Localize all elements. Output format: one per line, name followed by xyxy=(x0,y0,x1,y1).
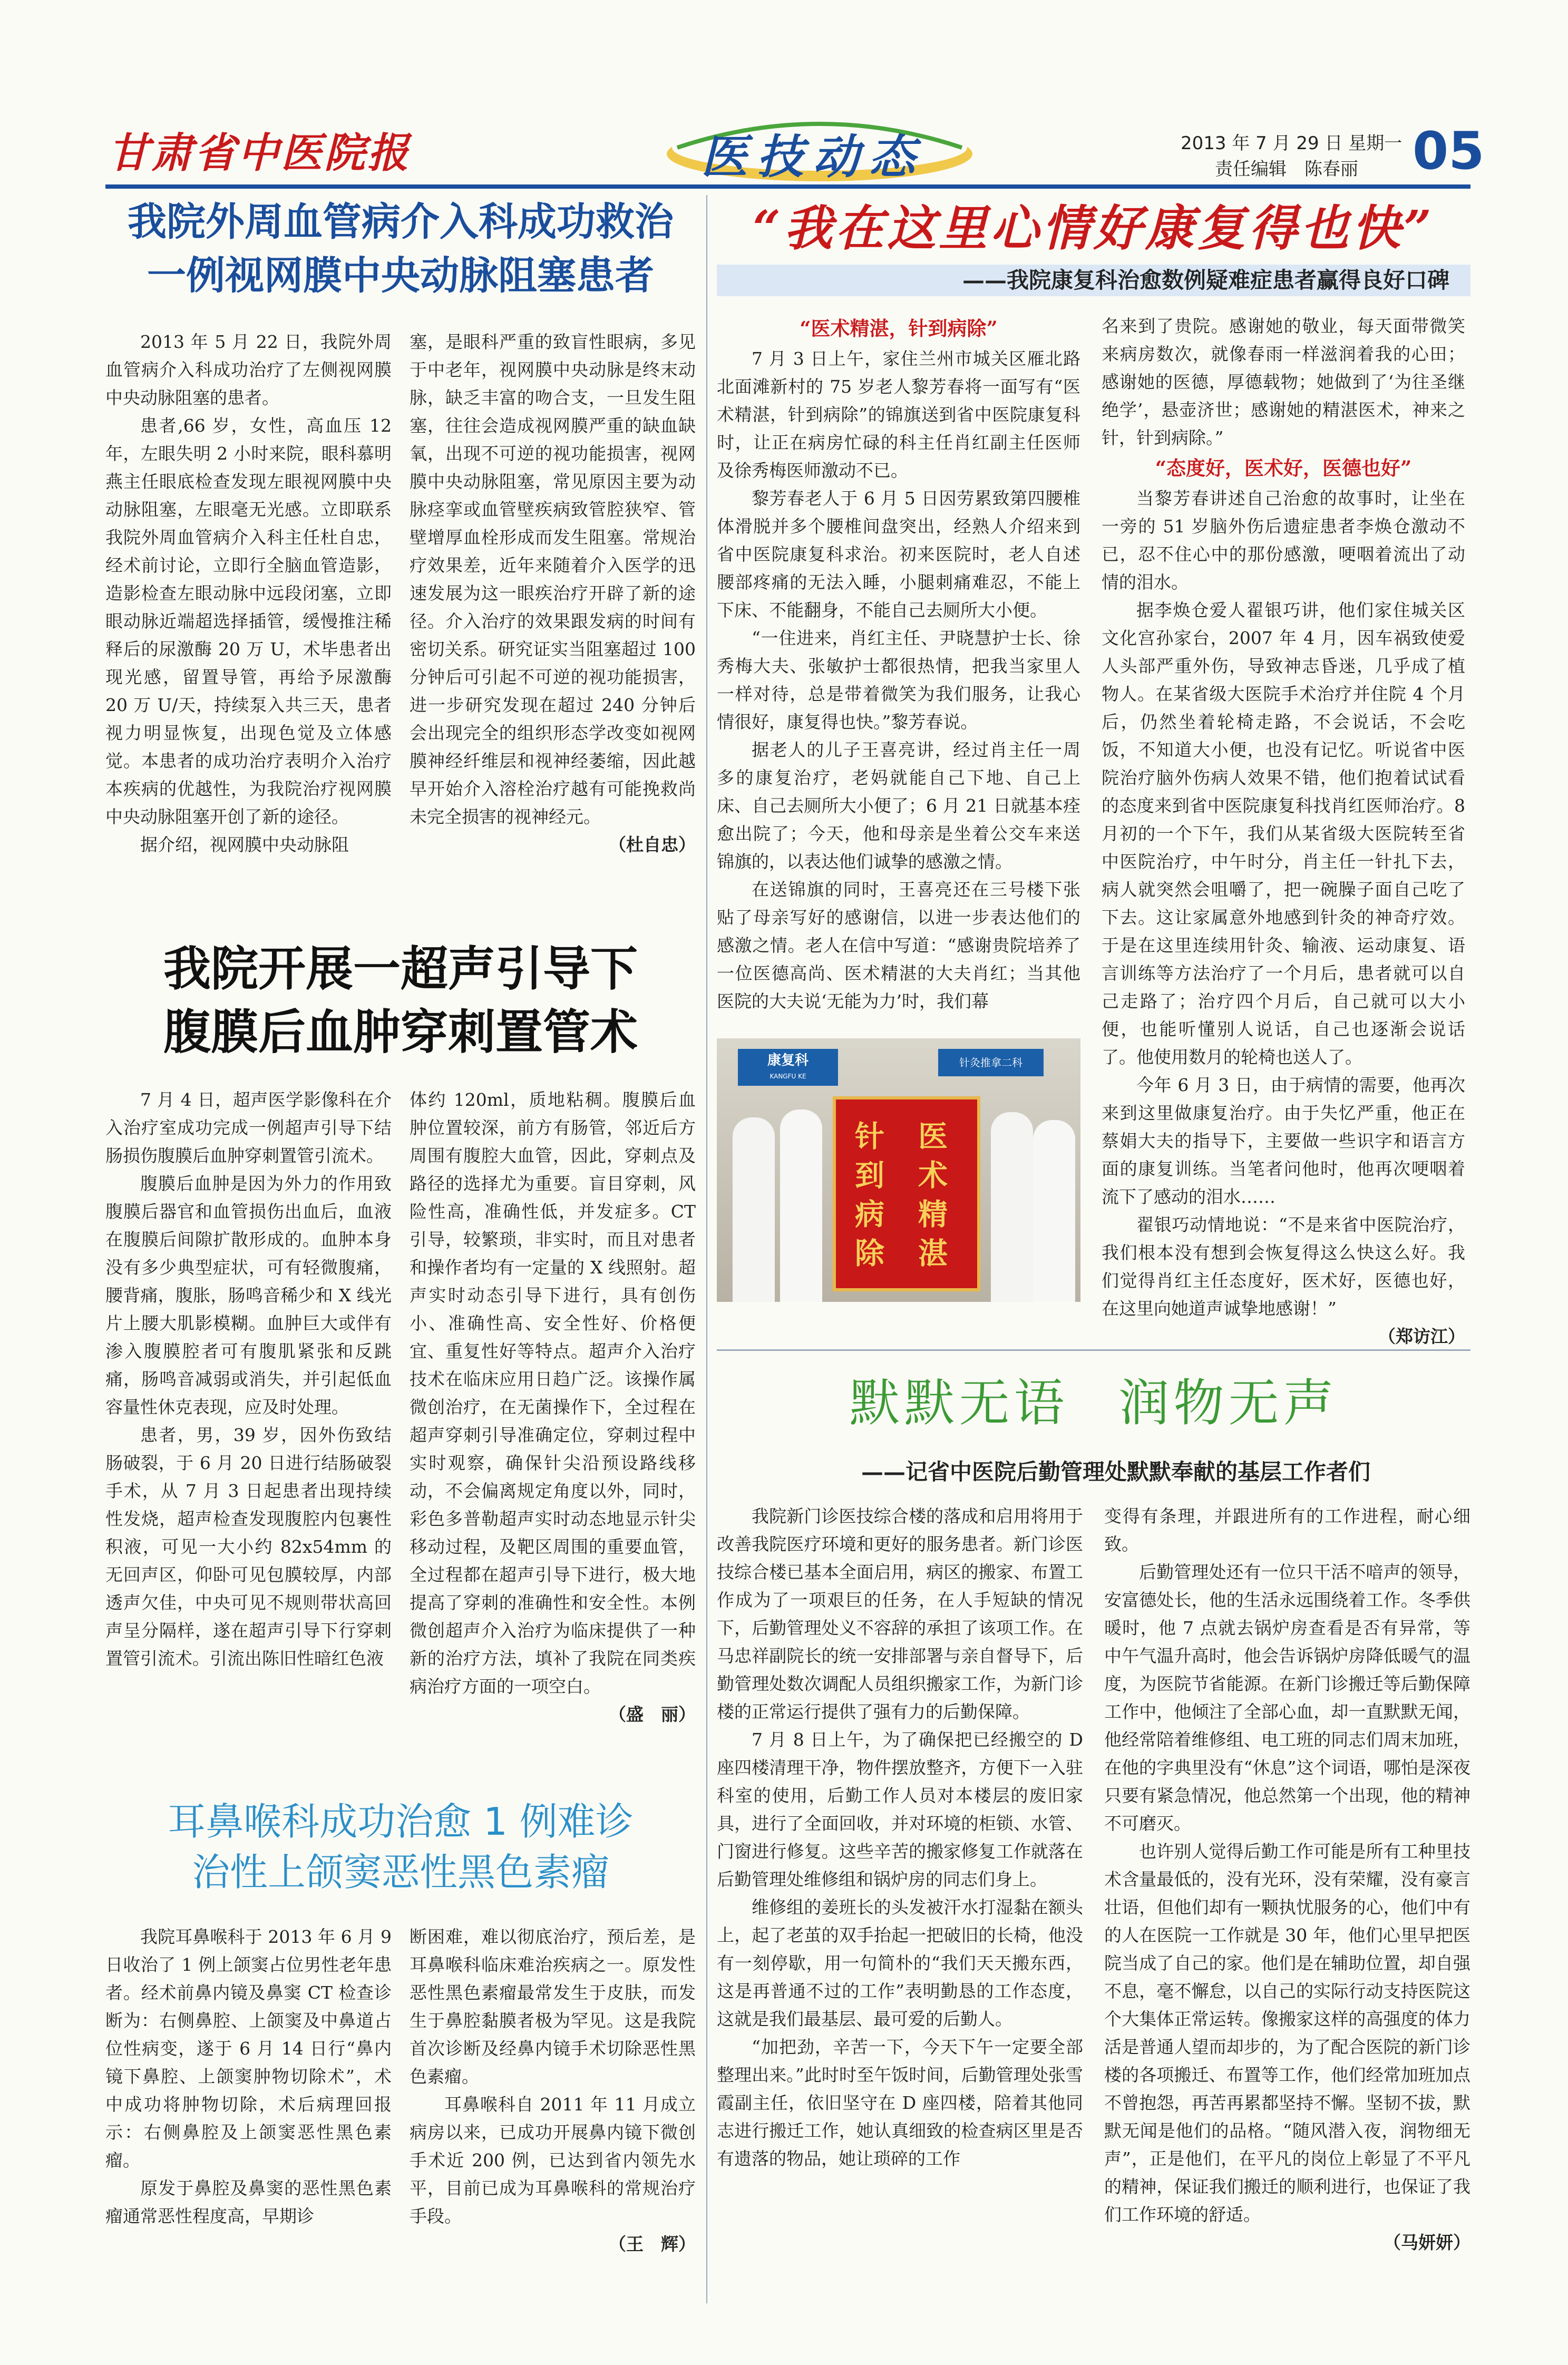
byline: （马妍妍） xyxy=(1384,2232,1470,2253)
article-body xyxy=(105,1923,696,2258)
photo-sign-right xyxy=(938,1049,1044,1076)
article-title-line1: 耳鼻喉科成功治愈 1 例难诊 xyxy=(168,1799,634,1844)
paragraph: 黎芳春老人于 6 月 5 日因劳累致第四腰椎体滑脱并多个腰椎间盘突出，经熟人介绍来到省中医院康复科求治。初来医院时，老人自述腰部疼痛的无法入睡，小腿刺痛难忍，不能上下床、不能翻身，不能自己去厕所大小便。 xyxy=(717,488,1080,620)
paragraph: 我院耳鼻喉科于 2013 年 6 月 9 日收治了 1 例上颌窦占位男性老年患者。经术前鼻内镜及鼻窦 CT 检查诊断为：右侧鼻腔、上颌窦及中鼻道占位性病变，遂于 6 月 14 日行“鼻内镜下鼻腔、上颌窦肿物切除术”，术中成功将肿物切除，术后病理回报示：右侧鼻腔及上颌窦恶性黑色素瘤。 xyxy=(105,1926,392,2171)
paragraph: 当黎芳春讲述自己治愈的故事时，让坐在一旁的 51 岁脑外伤后遗症患者李焕仓激动不已，忍不住心中的那份感激，哽咽着流出了动情的泪水。 xyxy=(1102,488,1465,592)
paragraph: 断困难，难以彻底治疗，预后差，是耳鼻喉科临床难治疾病之一。原发性恶性黑色素瘤最常发生于皮肤，而发生于鼻腔黏膜者极为罕见。这是我院首次诊断及经鼻内镜手术切除恶性黑色素瘤。 xyxy=(410,1926,696,2087)
photo-person xyxy=(733,1117,775,1302)
paragraph: 耳鼻喉科自 2011 年 11 月成立病房以来，已成功开展鼻内镜下微创手术近 200 例，已达到省内领先水平，目前已成为耳鼻喉科的常规治疗手段。 xyxy=(410,2094,696,2226)
paragraph: 患者,66 岁，女性，高血压 12 年，左眼失明 2 小时来院，眼科慕明燕主任眼底检查发现左眼视网膜中央动脉阻塞，左眼毫无光感。立即联系我院外周血管病介入科主任杜自忠，经术前讨论，立即行全脑血管造影，造影检查左眼动脉中远段闭塞，立即眼动脉近端超选择插管，缓慢推注稀释后的尿激酶 20 万 U，术毕患者出现光感，留置导管，再给予尿激酶 20 万 U/天，持续泵入共三天，患者视力明显恢复，出现色觉及立体感觉。本患者的成功治疗表明介入治疗本疾病的优越性，为我院治疗视网膜中央动脉阻塞开创了新的途径。 xyxy=(105,415,392,827)
paragraph: 原发于鼻腔及鼻窦的恶性黑色素瘤通常恶性程度高，早期诊 xyxy=(105,2178,392,2226)
body-column-left xyxy=(717,1502,1083,2256)
body-column-right xyxy=(410,1923,696,2258)
paragraph: 腹膜后血肿是因为外力的作用致腹膜后器官和血管损伤出血后，血液在腹膜后间隙扩散形成的。血肿本身没有多少典型症状，可有轻微腹痛，腰背痛，腹胀，肠鸣音稀少和 X 线光片上腰大肌影模糊。血肿巨大或伴有渗入腹膜腔者可有腹肌紧张和反跳痛，肠鸣音减弱或消失，并引起低血容量性休克表现，应及时处理。 xyxy=(105,1173,392,1417)
article-ent xyxy=(105,1796,696,2258)
article-body xyxy=(105,328,696,859)
article-title-row xyxy=(717,1370,1470,1451)
article-title-line2: 腹膜后血肿穿刺置管术 xyxy=(163,1004,638,1060)
paragraph: 塞，是眼科严重的致盲性眼病，多见于中老年，视网膜中央动脉是终末动脉，缺乏丰富的吻合支，一旦发生阻塞，往往会造成视网膜严重的缺血缺氧，出现不可逆的视功能损害，视网膜中央动脉阻塞，常见原因主要为动脉痉挛或血管壁疾病致管腔狭窄、管壁增厚血栓形成而发生阻塞。常规治疗效果差，近年来随着介入医学的迅速发展为这一眼疾治疗开辟了新的途径。介入治疗的效果跟发病的时间有密切关系。研究证实当阻塞超过 100 分钟后可引起不可逆的视功能损害，进一步研究发现在超过 240 分钟后会出现完全的组织形态学改变如视网膜神经纤维层和视神经萎缩，因此越早开始介入溶栓治疗越有可能挽救尚未完全损害的视神经元。 xyxy=(410,332,696,827)
paragraph: 在送锦旗的同时，王喜亮还在三号楼下张贴了母亲写好的感谢信，以进一步表达他们的感激之情。老人在信中写道：“感谢贵院培养了一位医德高尚、医术精湛的大夫肖红；当其他医院的大夫说‘无能为力’时，我们幕 xyxy=(717,879,1080,1011)
section-heading: “态度好，医术好，医德也好” xyxy=(1155,456,1412,480)
body-column-left xyxy=(105,1086,392,1728)
body-column-left xyxy=(105,328,392,859)
column-divider xyxy=(706,195,707,2303)
article-title-line1: 我院开展一超声引导下 xyxy=(163,941,638,997)
article-title-b: 润物无声 xyxy=(1118,1374,1338,1433)
article-ultrasound xyxy=(105,937,696,1728)
photo-sign-left xyxy=(738,1049,838,1086)
paragraph: 翟银巧动情地说：“不是来省中医院治疗，我们根本没有想到会恢复得这么快这么好。我们觉得肖红主任态度好，医术好，医德也好，在这里向她道声诚挚地感谢！” xyxy=(1102,1214,1465,1319)
photo-banner-presentation xyxy=(717,1038,1080,1302)
article-rehab xyxy=(717,195,1470,1347)
paragraph: “加把劲，辛苦一下，今天下午一定要全部整理出来。”此时时至午饭时间，后勤管理处张雪霞副主任，依旧坚守在 D 座四楼，陪着其他同志进行搬迁工作，她认真细致的检查病区里是否有遗落的物品，她让琐碎的工作 xyxy=(717,2037,1083,2169)
section-heading: “医术精湛，针到病除” xyxy=(800,317,998,340)
body-column-right xyxy=(1104,1502,1470,2256)
banner-text: 针到病除 xyxy=(850,1121,885,1277)
paragraph: 据老人的儿子王喜亮讲，经过肖主任一周多的康复治疗，老妈就能自己下地、自己上床、自己去厕所大小便了；6 月 21 日就基本痊愈出院了；今天，他和母亲是坐着公交车来送锦旗的，以表达他们诚挚的感激之情。 xyxy=(717,739,1080,872)
article-title-a: 默默无语 xyxy=(849,1374,1069,1433)
paragraph: 7 月 8 日上午，为了确保把已经搬空的 D 座四楼清理干净，物件摆放整齐，方便下一入驻科室的使用，后勤工作人员对本楼层的废旧家具，进行了全面回收，并对环境的柜锁、水管、门窗进行修复。这些辛苦的搬家修复工作就落在后勤管理处维修组和锅炉房的同志们身上。 xyxy=(717,1729,1083,1890)
section-divider xyxy=(717,1349,1470,1351)
paragraph: 变得有条理，并跟进所有的工作进程，耐心细致。 xyxy=(1104,1506,1470,1554)
photo-silk-banner xyxy=(833,1096,980,1291)
body-column-left xyxy=(105,1923,392,2258)
byline: （郑访江） xyxy=(1378,1326,1465,1347)
paragraph: “一住进来，肖红主任、尹晓慧护士长、徐秀梅大夫、张敏护士都很热情，把我当家里人一样对待，总是带着微笑为我们服务，让我心情很好，康复得也快。”黎芳春说。 xyxy=(717,628,1080,732)
article-title-line2: 一例视网膜中央动脉阻塞患者 xyxy=(147,253,654,298)
section-title: 医技动态 xyxy=(701,129,925,184)
photo-person xyxy=(991,1112,1033,1302)
body-column-left xyxy=(717,312,1080,1015)
byline: （盛 丽） xyxy=(609,1704,696,1725)
paragraph: 今年 6 月 3 日，由于病情的需要，他再次来到这里做康复治疗。由于失忆严重，他正在蔡娟大夫的指导下，主要做一些识字和语言方面的康复训练。当笔者问他时，他再次哽咽着流下了感动的泪水…… xyxy=(1102,1075,1465,1207)
sign-text-en: KANGFU KE xyxy=(770,1073,806,1080)
paragraph: 7 月 3 日上午，家住兰州市城关区雁北路北面滩新村的 75 岁老人黎芳春将一面写有“医术精湛，针到病除”的锦旗送到省中医院康复科时，让正在病房忙碌的科主任肖红副主任医师及徐秀梅医师激动不已。 xyxy=(717,348,1080,481)
issue-date: 2013 年 7 月 29 日 星期一 xyxy=(1181,133,1403,154)
body-column-right xyxy=(410,328,696,859)
article-logistics xyxy=(717,1370,1470,2256)
editor-credit: 责任编辑 陈春丽 xyxy=(1215,159,1358,180)
photo-person xyxy=(780,1109,822,1302)
paragraph: 7 月 4 日，超声医学影像科在介入治疗室成功完成一例超声引导下结肠损伤腹膜后血肿穿刺置管引流术。 xyxy=(105,1089,392,1166)
byline: （王 辉） xyxy=(609,2234,696,2254)
paragraph: 名来到了贵院。感谢她的敬业，每天面带微笑来病房数次，就像春雨一样滋润着我的心田；感谢她的医德，厚德载物；她做到了‘为往圣继绝学’，悬壶济世；感谢她的精湛医术，神来之针，针到病除。” xyxy=(1102,316,1465,448)
paragraph: 后勤管理处还有一位只干活不喑声的领导，安富德处长，他的生活永远围绕着工作。冬季供暖时，他 7 点就去锅炉房查看是否有异常，等中午气温升高时，他会告诉锅炉房降低暖气的温度，为医院节省能源。在新门诊搬迁等后勤保障工作中，他倾注了全部心血，却一直默默无闻，他经常陪着维修组、电工班的同志们周末加班，在他的字典里没有“休息”这个词语，哪怕是深夜只要有紧急情况，他总然第一个出现，他的精神不可磨灭。 xyxy=(1104,1562,1470,1834)
byline: （杜自忠） xyxy=(609,834,696,855)
paragraph: 据介绍，视网膜中央动脉阻 xyxy=(140,834,349,855)
article-subtitle-bar xyxy=(717,265,1470,296)
photo-person xyxy=(1033,1120,1075,1302)
body-column-right xyxy=(1102,312,1465,1350)
sign-text: 针灸推拿二科 xyxy=(959,1056,1022,1069)
article-subtitle: ——记省中医院后勤管理处默默奉献的基层工作者们 xyxy=(861,1459,1370,1485)
sign-text: 康复科 xyxy=(767,1053,809,1068)
masthead xyxy=(0,0,1568,190)
article-title: “我在这里心情好康复得也快” xyxy=(753,200,1435,257)
paragraph: 也许别人觉得后勤工作可能是所有工种里技术含量最低的，没有光环，没有荣耀，没有豪言壮语，但他们却有一颗执忧服务的心，他们中有的人在医院一工作就是 30 年，他们心里早把医院当成了自己的家。他们是在辅助位置，却自强不息，毫不懈怠，以自己的实际行动支持医院这个大集体正常运转。像搬家这样的高强度的体力活是普通人望而却步的，为了配合医院的新门诊楼的各项搬迁、布置等工作，他们经常加班加点不曾抱怨，再苦再累都坚持不懈。坚韧不拔，默默无闻是他们的品格。“随风潜入夜，润物细无声”，正是他们，在平凡的岗位上彰显了不平凡的精神，保证我们搬迁的顺利进行，也保证了我们工作环境的舒适。 xyxy=(1104,1841,1470,2225)
article-subtitle: ——我院康复科治愈数例疑难症患者赢得良好口碑 xyxy=(962,267,1449,293)
paragraph: 我院新门诊医技综合楼的落成和启用将用于改善我院医疗环境和更好的服务患者。新门诊医技综合楼已基本全面启用，病区的搬家、布置工作成为了一项艰巨的任务，在人手短缺的情况下，后勤管理处义不容辞的承担了该项工作。在马忠祥副院长的统一安排部署与亲自督导下，后勤管理处数次调配人员组织搬家工作，为新门诊楼的正常运行提供了强有力的后勤保障。 xyxy=(717,1506,1083,1722)
paragraph: 体约 120ml，质地粘稠。腹膜后血肿位置较深，前方有肠管，邻近后方周围有腹腔大血管，因此，穿刺点及路径的选择尤为重要。盲目穿刺，风险性高，准确性低，并发症多。CT 引导，较繁琐，非实时，而且对患者和操作者均有一定量的 X 线照射。超声实时动态引导下进行，具有创伤小、准确性高、安全性好、价格便宜、重复性好等特点。超声介入治疗技术在临床应用日趋广泛。该操作属微创治疗，在无菌操作下，全过程在超声穿刺引导准确定位，穿刺过程中实时观察，确保针尖沿预设路线移动，不会偏离规定角度以外，同时，彩色多普勒超声实时动态地显示针尖移动过程，及靶区周围的重要血管，全过程都在超声引导下进行，极大地提高了穿刺的准确性和安全性。本例微创超声介入治疗为临床提供了一种新的治疗方法，填补了我院在同类疾病治疗方面的一项空白。 xyxy=(410,1089,696,1697)
body-column-right xyxy=(410,1086,696,1728)
page-number: 05 xyxy=(1413,121,1485,181)
article-title-line1: 我院外周血管病介入科成功救治 xyxy=(128,199,674,245)
article-body xyxy=(717,1502,1470,2256)
banner-text: 医术精湛 xyxy=(913,1121,948,1277)
paragraph: 据李焕仓爱人翟银巧讲，他们家住城关区文化宫孙家台，2007 年 4 月，因车祸致使爱人头部严重外伤，导致神志昏迷，几乎成了植物人。在某省级大医院手术治疗并住院 4 个月后，仍然坐着轮椅走路，不会说话，不会吃饭，不知道大小便，也没有记忆。听说省中医院治疗脑外伤病人效果不错，他们抱着试试看的态度来到省中医院康复科找肖红医师治疗。8 月初的一个下午，我们从某省级大医院转至省中医院治疗，中午时分，肖主任一针扎下去，病人就突然会咀嚼了，把一碗臊子面自己吃了下去。这让家属意外地感到针灸的神奇疗效。于是在这里连续用针灸、输液、运动康复、语言训练等方法治疗了一个月后，患者就可以自己走路了；治疗四个月后，自己就可以大小便，也能听懂别人说话，自己也逐渐会说话了。他使用数月的轮椅也送人了。 xyxy=(1102,600,1465,1067)
masthead-divider xyxy=(105,184,1470,189)
article-title-line2: 治性上颌窦恶性黑色素瘤 xyxy=(191,1850,609,1894)
paragraph: 维修组的姜班长的头发被汗水打湿黏在额头上，起了老茧的双手抬起一把破旧的长椅，他没有一刻停歇，用一句简朴的“我们天天搬东西，这是再普通不过的工作”表明勤恳的工作态度，这就是我们最基层、最可爱的后勤人。 xyxy=(717,1897,1083,2029)
article-body xyxy=(105,1086,696,1728)
article-vascular xyxy=(105,195,696,859)
paragraph: 患者，男，39 岁，因外伤致结肠破裂，于 6 月 20 日进行结肠破裂手术，从 7 月 3 日起患者出现持续性发烧，超声检查发现腹腔内包裹性积液，可见一大小约 82x54mm 的无回声区，仰卧可见包膜较厚，内部透声欠佳，中央可见不规则带状高回声呈分隔样，遂在超声引导下行穿刺置管引流术。引流出陈旧性暗红色液 xyxy=(105,1425,392,1669)
paragraph: 2013 年 5 月 22 日，我院外周血管病介入科成功治疗了左侧视网膜中央动脉阻塞的患者。 xyxy=(105,332,392,408)
paper-name: 甘肃省中医院报 xyxy=(108,129,411,177)
